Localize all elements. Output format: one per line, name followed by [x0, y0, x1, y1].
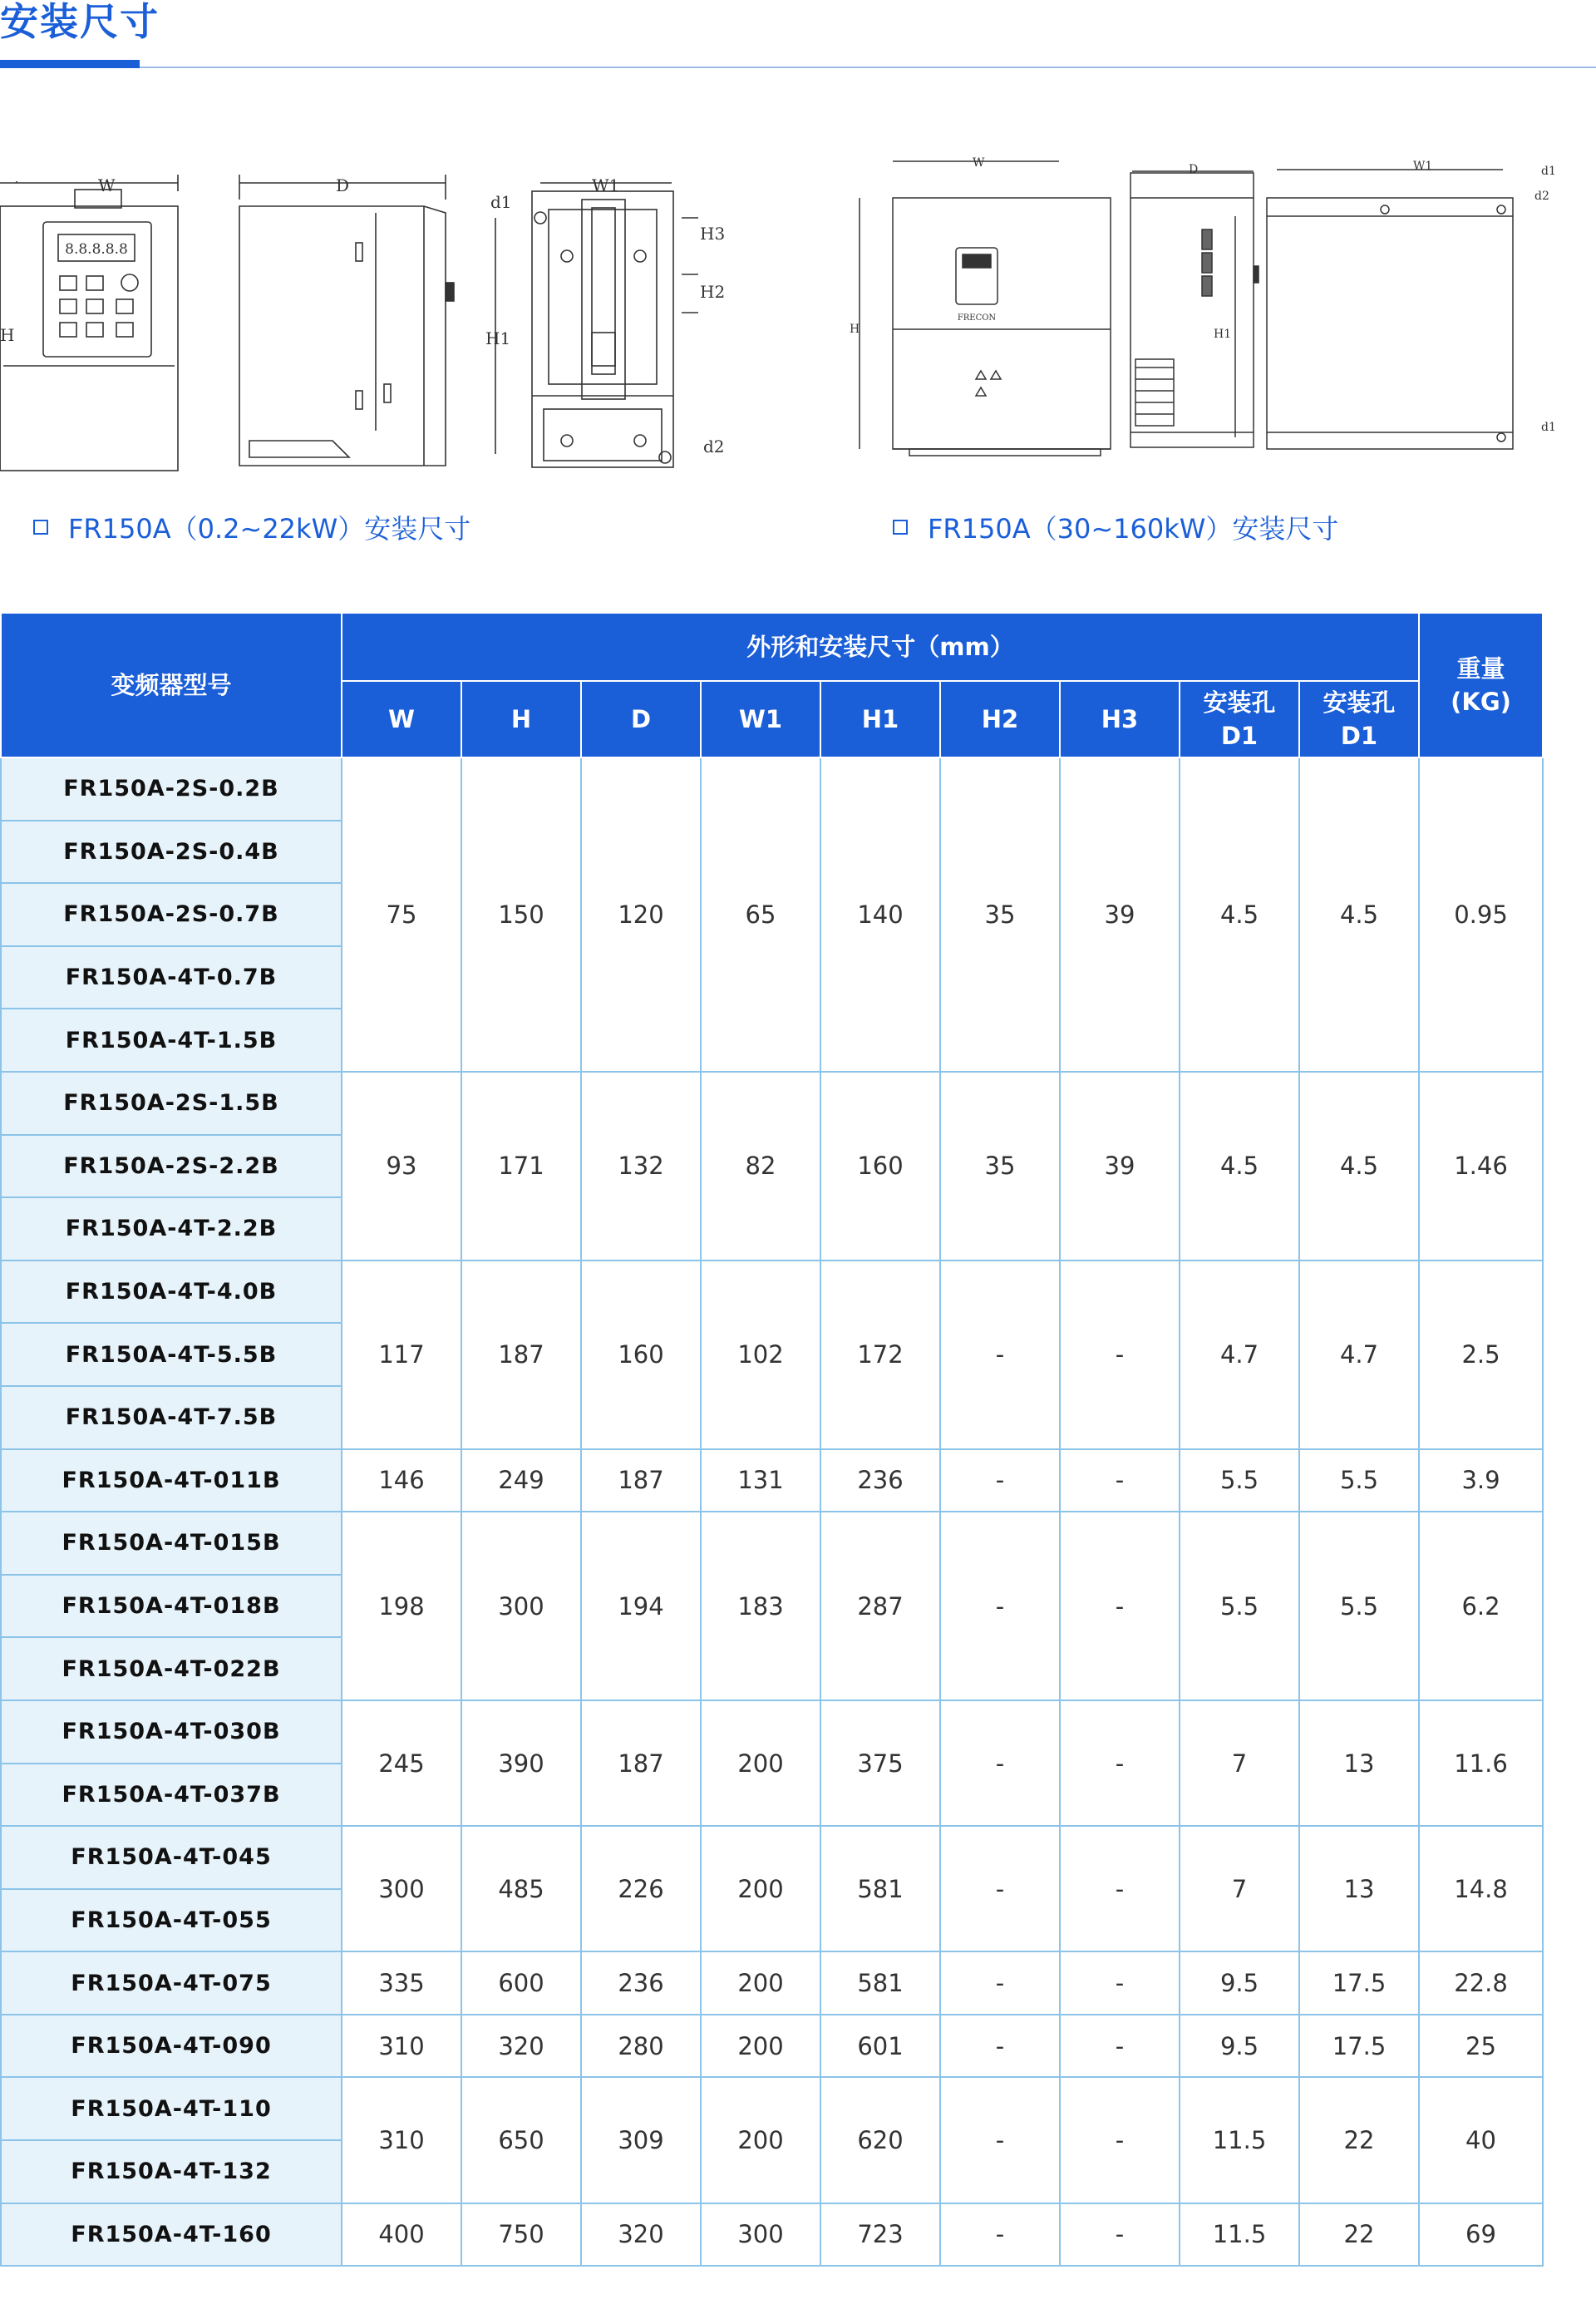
value-cell: 750	[461, 2203, 581, 2267]
model-cell: FR150A-4T-022B	[1, 1637, 342, 1700]
value-cell: 4.5	[1180, 1072, 1299, 1261]
value-cell: 132	[581, 1072, 701, 1261]
dim-d2-label: d2	[703, 437, 725, 456]
value-cell: 600	[461, 1951, 581, 2015]
value-cell: 3.9	[1419, 1449, 1543, 1512]
value-cell: -	[940, 1826, 1060, 1951]
value-cell: -	[1060, 1951, 1180, 2015]
value-cell: 75	[342, 757, 461, 1072]
hole1-header-line2: D1	[1220, 722, 1259, 750]
value-cell: 69	[1419, 2203, 1543, 2267]
table-row	[1, 1951, 1543, 2015]
value-cell: 22	[1299, 2203, 1419, 2267]
value-cell: 7	[1180, 1826, 1299, 1951]
brand-logo-text: FRECON	[957, 313, 997, 323]
value-cell: 187	[581, 1700, 701, 1826]
value-cell: 22	[1299, 2077, 1419, 2203]
large-dim-h-label: H	[850, 323, 860, 336]
value-cell: -	[1060, 1512, 1180, 1700]
value-cell: 200	[701, 1700, 820, 1826]
model-cell: FR150A-2S-0.2B	[1, 757, 342, 821]
value-cell: 22.8	[1419, 1951, 1543, 2015]
model-cell: FR150A-4T-2.2B	[1, 1197, 342, 1261]
value-cell: 13	[1299, 1700, 1419, 1826]
col-header-d: D	[581, 681, 701, 757]
value-cell: 200	[701, 1826, 820, 1951]
value-cell: 172	[820, 1261, 940, 1449]
value-cell: 236	[820, 1449, 940, 1512]
large-model-caption	[893, 509, 1338, 545]
model-cell: FR150A-4T-160	[1, 2203, 342, 2267]
value-cell: 300	[342, 1826, 461, 1951]
model-cell: FR150A-4T-030B	[1, 1700, 342, 1764]
col-header-h: H	[461, 681, 581, 757]
value-cell: 5.5	[1299, 1449, 1419, 1512]
large-side-view	[1130, 163, 1259, 447]
table-row	[1, 2203, 1543, 2267]
model-cell: FR150A-4T-4.0B	[1, 1261, 342, 1324]
value-cell: 4.5	[1299, 757, 1419, 1072]
model-cell: FR150A-2S-0.4B	[1, 821, 342, 884]
title-underline	[0, 60, 140, 68]
side-view	[239, 175, 454, 466]
value-cell: -	[940, 1512, 1060, 1700]
model-cell: FR150A-4T-5.5B	[1, 1323, 342, 1386]
value-cell: 200	[701, 2077, 820, 2203]
col-header-hole2	[1299, 681, 1419, 757]
table-body	[1, 757, 1543, 2266]
value-cell: 117	[342, 1261, 461, 1449]
value-cell: 601	[820, 2015, 940, 2078]
value-cell: 6.2	[1419, 1512, 1543, 1700]
table-row	[1, 2077, 1543, 2140]
value-cell: -	[1060, 1261, 1180, 1449]
value-cell: 194	[581, 1512, 701, 1700]
large-dim-w-label: W	[973, 156, 985, 170]
dim-d1-label: d1	[490, 192, 512, 212]
value-cell: 65	[701, 757, 820, 1072]
value-cell: 82	[701, 1072, 820, 1261]
model-cell: FR150A-4T-045	[1, 1826, 342, 1889]
value-cell: 11.5	[1180, 2203, 1299, 2267]
large-dim-d1b-label: d1	[1541, 421, 1556, 434]
value-cell: 140	[820, 757, 940, 1072]
value-cell: -	[1060, 2203, 1180, 2267]
page-title: 安装尺寸	[0, 0, 160, 44]
table-row	[1, 1700, 1543, 1764]
value-cell: 0.95	[1419, 757, 1543, 1072]
model-cell: FR150A-4T-015B	[1, 1512, 342, 1575]
value-cell: 287	[820, 1512, 940, 1700]
value-cell: -	[1060, 1449, 1180, 1512]
value-cell: 102	[701, 1261, 820, 1449]
model-column-header: 变频器型号	[1, 613, 342, 757]
value-cell: 146	[342, 1449, 461, 1512]
value-cell: 183	[701, 1512, 820, 1700]
model-cell: FR150A-4T-037B	[1, 1764, 342, 1827]
large-dim-d2-label: d2	[1534, 190, 1549, 203]
model-cell: FR150A-4T-090	[1, 2015, 342, 2078]
model-cell: FR150A-2S-2.2B	[1, 1135, 342, 1198]
value-cell: 13	[1299, 1826, 1419, 1951]
value-cell: 11.6	[1419, 1700, 1543, 1826]
dim-w-label: W	[98, 175, 116, 195]
large-model-drawing	[840, 150, 1588, 474]
value-cell: 390	[461, 1700, 581, 1826]
value-cell: 17.5	[1299, 2015, 1419, 2078]
value-cell: 160	[820, 1072, 940, 1261]
title-rule	[140, 67, 1596, 68]
table-row	[1, 1826, 1543, 1889]
value-cell: 400	[342, 2203, 461, 2267]
model-cell: FR150A-4T-132	[1, 2140, 342, 2203]
value-cell: 581	[820, 1951, 940, 2015]
model-cell: FR150A-4T-1.5B	[1, 1009, 342, 1072]
dim-w1-label: W1	[592, 175, 620, 195]
value-cell: 335	[342, 1951, 461, 2015]
value-cell: 131	[701, 1449, 820, 1512]
value-cell: 4.5	[1299, 1072, 1419, 1261]
value-cell: 93	[342, 1072, 461, 1261]
value-cell: 4.7	[1299, 1261, 1419, 1449]
value-cell: 249	[461, 1449, 581, 1512]
value-cell: 245	[342, 1700, 461, 1826]
value-cell: 280	[581, 2015, 701, 2078]
value-cell: 200	[701, 1951, 820, 2015]
dim-h1-label: H1	[485, 328, 511, 348]
value-cell: 14.8	[1419, 1826, 1543, 1951]
value-cell: 9.5	[1180, 2015, 1299, 2078]
value-cell: 1.46	[1419, 1072, 1543, 1261]
table-row	[1, 1261, 1543, 1324]
value-cell: -	[1060, 1700, 1180, 1826]
hole1-header-line1: 安装孔	[1203, 688, 1276, 717]
value-cell: 171	[461, 1072, 581, 1261]
dim-d-label: D	[336, 175, 350, 195]
value-cell: -	[1060, 1826, 1180, 1951]
value-cell: 25	[1419, 2015, 1543, 2078]
value-cell: 581	[820, 1826, 940, 1951]
value-cell: 650	[461, 2077, 581, 2203]
model-cell: FR150A-2S-0.7B	[1, 883, 342, 946]
value-cell: 236	[581, 1951, 701, 2015]
table-row	[1, 2015, 1543, 2078]
value-cell: -	[940, 1951, 1060, 2015]
front-view	[0, 175, 178, 471]
col-header-h2: H2	[940, 681, 1060, 757]
large-model-caption-text: FR150A（30~160kW）安装尺寸	[928, 513, 1339, 545]
value-cell: 150	[461, 757, 581, 1072]
large-dim-d1-label: d1	[1541, 165, 1556, 178]
dimension-table	[0, 612, 1544, 2267]
value-cell: 620	[820, 2077, 940, 2203]
value-cell: -	[940, 2015, 1060, 2078]
value-cell: -	[1060, 2077, 1180, 2203]
value-cell: 723	[820, 2203, 940, 2267]
col-header-h3: H3	[1060, 681, 1180, 757]
value-cell: 309	[581, 2077, 701, 2203]
value-cell: -	[940, 1700, 1060, 1826]
value-cell: 226	[581, 1826, 701, 1951]
col-header-h1: H1	[820, 681, 940, 757]
value-cell: -	[940, 2077, 1060, 2203]
model-cell: FR150A-2S-1.5B	[1, 1072, 342, 1135]
small-model-caption	[33, 509, 470, 545]
value-cell: 310	[342, 2015, 461, 2078]
hole2-header-line2: D1	[1340, 722, 1378, 750]
dimensions-group-header: 外形和安装尺寸（mm）	[342, 613, 1419, 681]
display-readout: 8.8.8.8.8	[65, 241, 128, 258]
large-back-view	[1214, 160, 1556, 449]
value-cell: 39	[1060, 757, 1180, 1072]
table-row	[1, 757, 1543, 821]
value-cell: 320	[461, 2015, 581, 2078]
model-cell: FR150A-4T-0.7B	[1, 946, 342, 1009]
value-cell: 40	[1419, 2077, 1543, 2203]
value-cell: 187	[461, 1261, 581, 1449]
value-cell: 39	[1060, 1072, 1180, 1261]
back-view	[485, 175, 725, 467]
model-cell: FR150A-4T-075	[1, 1951, 342, 2015]
model-cell: FR150A-4T-018B	[1, 1575, 342, 1638]
table-row	[1, 1072, 1543, 1135]
value-cell: 2.5	[1419, 1261, 1543, 1449]
value-cell: 35	[940, 1072, 1060, 1261]
bullet-square-icon	[33, 520, 48, 535]
bullet-square-icon	[893, 520, 908, 535]
model-cell: FR150A-4T-055	[1, 1889, 342, 1952]
large-dim-d-label: D	[1189, 163, 1199, 176]
small-model-drawing	[0, 166, 748, 482]
col-header-w1: W1	[701, 681, 820, 757]
dim-h3-label: H3	[700, 224, 726, 244]
large-dim-w1-label: W1	[1413, 160, 1433, 173]
value-cell: 300	[701, 2203, 820, 2267]
model-cell: FR150A-4T-110	[1, 2077, 342, 2140]
model-cell: FR150A-4T-011B	[1, 1449, 342, 1512]
value-cell: 310	[342, 2077, 461, 2203]
value-cell: 4.5	[1180, 757, 1299, 1072]
value-cell: 5.5	[1180, 1449, 1299, 1512]
weight-column-header	[1419, 613, 1543, 757]
value-cell: 120	[581, 757, 701, 1072]
value-cell: 160	[581, 1261, 701, 1449]
large-front-view	[850, 156, 1111, 456]
value-cell: 198	[342, 1512, 461, 1700]
table-row	[1, 1449, 1543, 1512]
value-cell: 200	[701, 2015, 820, 2078]
value-cell: -	[940, 1261, 1060, 1449]
value-cell: 485	[461, 1826, 581, 1951]
value-cell: 7	[1180, 1700, 1299, 1826]
value-cell: 320	[581, 2203, 701, 2267]
value-cell: 35	[940, 757, 1060, 1072]
value-cell: -	[940, 2203, 1060, 2267]
value-cell: 11.5	[1180, 2077, 1299, 2203]
col-header-w: W	[342, 681, 461, 757]
dim-h2-label: H2	[700, 282, 726, 302]
col-header-hole1	[1180, 681, 1299, 757]
value-cell: 5.5	[1180, 1512, 1299, 1700]
large-dim-h1-label: H1	[1214, 328, 1232, 341]
value-cell: 375	[820, 1700, 940, 1826]
value-cell: 4.7	[1180, 1261, 1299, 1449]
weight-header-line1: 重量	[1456, 654, 1505, 683]
small-model-caption-text: FR150A（0.2~22kW）安装尺寸	[68, 513, 471, 545]
value-cell: -	[940, 1449, 1060, 1512]
hole2-header-line1: 安装孔	[1323, 688, 1396, 717]
model-cell: FR150A-4T-7.5B	[1, 1386, 342, 1449]
value-cell: 187	[581, 1449, 701, 1512]
value-cell: 300	[461, 1512, 581, 1700]
dim-h-label: H	[0, 325, 15, 345]
value-cell: 17.5	[1299, 1951, 1419, 2015]
value-cell: 9.5	[1180, 1951, 1299, 2015]
table-row	[1, 1512, 1543, 1575]
weight-header-line2: (KG)	[1451, 688, 1511, 716]
value-cell: 5.5	[1299, 1512, 1419, 1700]
value-cell: -	[1060, 2015, 1180, 2078]
